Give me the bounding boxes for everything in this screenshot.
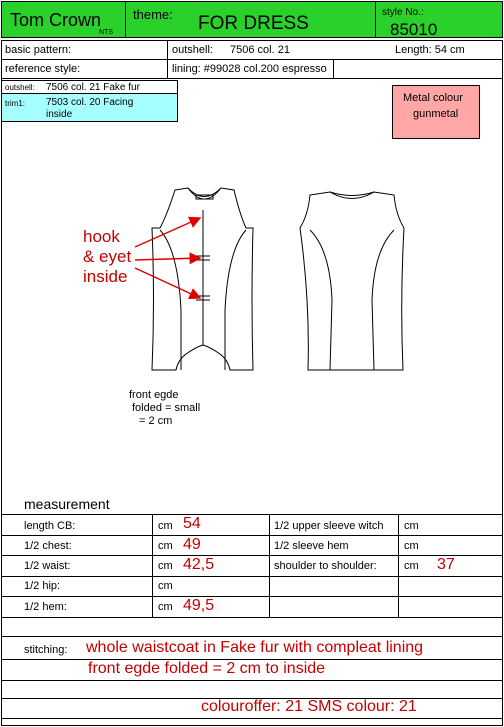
row-chest-value: 49 bbox=[183, 536, 201, 553]
row-hip-label: 1/2 hip: bbox=[24, 580, 61, 592]
hook-arrows bbox=[135, 218, 200, 298]
caption-line-1: front egde bbox=[129, 389, 179, 401]
material-trim-value-2: inside bbox=[46, 109, 73, 120]
hook-note-line-1: hook bbox=[83, 227, 120, 246]
row-length-value: 54 bbox=[183, 515, 201, 532]
style-label: style No.: bbox=[382, 7, 424, 18]
row-waist-value: 42,5 bbox=[183, 556, 215, 573]
style-number: 85010 bbox=[390, 20, 438, 39]
row-upper-sleeve-label: 1/2 upper sleeve witch bbox=[274, 520, 384, 532]
caption-line-2: folded = small bbox=[132, 402, 201, 414]
front-view-sketch bbox=[152, 188, 253, 370]
material-outshell-label: outshell: bbox=[5, 83, 35, 92]
row-length-unit: cm bbox=[158, 520, 173, 532]
caption-line-3: = 2 cm bbox=[139, 415, 173, 427]
material-outshell-value: 7506 col. 21 Fake fur bbox=[46, 82, 140, 93]
metal-colour-label: Metal colour bbox=[403, 92, 463, 104]
outshell-label: outshell: bbox=[172, 44, 213, 56]
back-view-sketch bbox=[300, 192, 404, 370]
row-length-label: length CB: bbox=[24, 520, 76, 532]
material-trim-value-1: 7503 col. 20 Facing bbox=[46, 97, 134, 108]
row-shoulder-unit: cm bbox=[404, 560, 419, 572]
outshell-value: 7506 col. 21 bbox=[230, 44, 290, 56]
metal-colour-value: gunmetal bbox=[413, 108, 459, 120]
row-sleeve-hem-unit: cm bbox=[404, 540, 419, 552]
front-edge-caption bbox=[129, 389, 200, 428]
hook-note-line-3: inside bbox=[83, 267, 128, 286]
row-hem-unit: cm bbox=[158, 601, 173, 613]
stitching-line-1: whole waistcoat in Fake fur with compleat lining bbox=[86, 639, 424, 656]
hook-note-line-2: & eyet bbox=[83, 247, 132, 266]
row-waist-label: 1/2 waist: bbox=[24, 560, 71, 572]
row-upper-sleeve-unit: cm bbox=[404, 520, 419, 532]
row-hip-unit: cm bbox=[158, 580, 173, 592]
brand-name: Tom Crown bbox=[10, 10, 102, 30]
row-chest-label: 1/2 chest: bbox=[24, 540, 72, 552]
measurement-title: measurement bbox=[24, 496, 110, 512]
row-chest-unit: cm bbox=[158, 540, 173, 552]
brand-sub: NTS bbox=[99, 29, 113, 36]
material-trim-label: trim1: bbox=[5, 99, 25, 108]
colour-offer: colouroffer: 21 SMS colour: 21 bbox=[201, 698, 417, 715]
row-sleeve-hem-label: 1/2 sleeve hem bbox=[274, 540, 349, 552]
row-waist-unit: cm bbox=[158, 560, 173, 572]
row-shoulder-label: shoulder to shoulder: bbox=[274, 560, 377, 572]
row-hem-label: 1/2 hem: bbox=[24, 601, 67, 613]
length-info: Length: 54 cm bbox=[395, 44, 465, 56]
theme-label: theme: bbox=[133, 7, 173, 22]
reference-style-label: reference style: bbox=[5, 63, 81, 75]
hook-note bbox=[83, 227, 131, 287]
theme-value: FOR DRESS bbox=[198, 13, 309, 34]
row-hem-value: 49,5 bbox=[183, 597, 215, 614]
basic-pattern-label: basic pattern: bbox=[5, 44, 72, 56]
stitching-line-2: front egde folded = 2 cm to inside bbox=[88, 660, 326, 677]
lining-info: lining: #99028 col.200 espresso bbox=[172, 63, 327, 75]
stitching-label: stitching: bbox=[24, 644, 68, 656]
row-shoulder-value: 37 bbox=[437, 556, 455, 573]
